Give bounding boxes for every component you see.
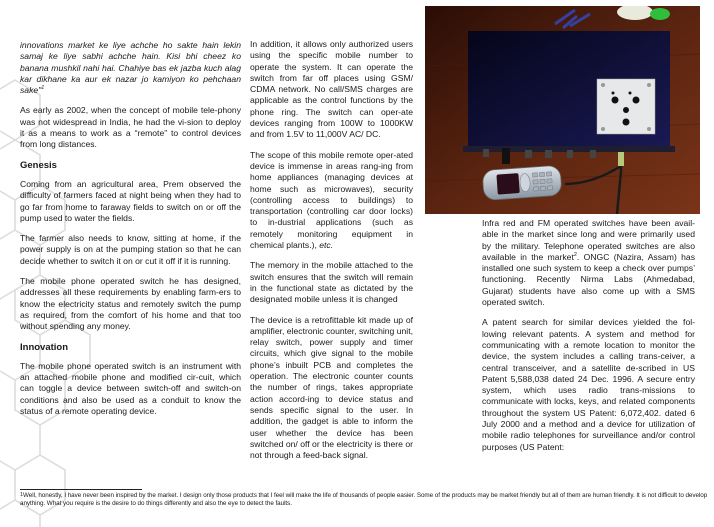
genesis-paragraph-1: Coming from an agricultural area, Prem observed the difficulty of farmers faced at night being when they had to go far from home to faraway fields to switch on or off the pump used to water the fields.	[20, 178, 241, 223]
genesis-paragraph-2: The farmer also needs to know, sitting at home, if the power supply is on at the pumping station so that he can decide whether to switch it on or cut it off if it is running.	[20, 233, 241, 266]
device-photo	[425, 6, 700, 214]
leaf-decoration	[650, 8, 670, 20]
footnote-divider	[20, 489, 142, 490]
footnote-text: Well, honestly, I have never been inspired by the market. I design only those products that I feel will make the life of thousands of people easier. Some of the products may be market friendly but all of them are human friendly. It is not difficult to develop anything. What you require is the desire to do things differently and also the eye to detect the faults.	[20, 492, 708, 507]
patent-search-paragraph: A patent search for similar devices yielded the fol-lowing relevant patents. A system and method for communicating with a remote location to monitor the device, the system includes a calling trans-ceiver, a central transceiver, and a satellite de-scribed in US Patent 5,588,038 dated 24 Dec. 1996. A secure entry system, which uses radio trans-missions to communicate with locks, keys, and related components throughout the system US Patent: 6,072,402. dated 6 July 2000 and a method and a device for utilization of mobile radio telephones for surveillance and/or control purposes (US Patent:	[482, 317, 695, 452]
genesis-paragraph-3: The mobile phone operated switch he has designed, addresses all these requirements by enabling farm-ers to know the electricity status and remotely switch the pump as required, from the comfort of his home and that too without spending any money.	[20, 276, 241, 332]
innovation-paragraph-1: The mobile phone operated switch is an instrument with an attached mobile phone and modified cir-cuit, which can toggle a device between switch-off and switch-on conditions and also be used as a conduit to know the status of a remote operating device.	[20, 360, 241, 417]
device-photo-image	[425, 6, 700, 214]
memory-paragraph: The memory in the mobile attached to the switch ensures that the switch will remain in the functional state as dictated by the designated mobile unless it is changed	[250, 260, 413, 305]
column-3	[482, 218, 695, 462]
scope-paragraph: The scope of this mobile remote oper-ated device is immense in areas rang-ing from home appliances (managing devices at home such as microwaves), security (controlling access to buildings) to transportation (controlling car door locks) to in-dustrial applications (such as remotely monitoring equipment in chemical plants.), etc.	[250, 149, 413, 251]
hindi-quote: innovations market ke liye achche ho sakte hain lekin samaj ke liye sabhi achche hain. Kisi bhi cheez ko banana mushkil nahi hai. Chahiye bas ek jazba kuch alag kar dikhane ka aur ek nazar jo kamiyon ko pehchaan sake"$^1$	[20, 40, 241, 96]
footnote	[20, 492, 710, 508]
footnote-reference[interactable]: 1	[41, 85, 45, 92]
section-heading-genesis: Genesis	[20, 159, 57, 171]
mobile-phone	[482, 165, 562, 200]
intro-paragraph: As early as 2002, when the concept of mobile tele-phony was not widespread in India, he had the vi-sion to deploy it as a means to work as a “remote” to control devices from long distances.	[20, 105, 241, 150]
socket-panel	[597, 79, 655, 134]
existing-switches-paragraph: Infra red and FM operated switches have been avail-able in the market since long and were primarily used by the military. Telephone operated switches are also available in the market$^2$. ONGC (Nazira, Assam) has installed one such system to keep a check over pumps’ functioning. Recently Nirma Labs (Ahmedabad, Gujarat) students have also come up with a SMS operated switch.	[482, 218, 696, 308]
cable-plug	[618, 152, 624, 166]
footnote-reference[interactable]: 2	[573, 251, 577, 258]
column-2	[250, 39, 413, 470]
device-kit-paragraph: The device is a retrofittable kit made up of amplifier, electronic counter, switching unit, relay switch, power supply and timer circuits, which give signal to the mobile phone’s inbuilt PCB and completes the operation. The electronic counter counts the number of rings, takes appropriate action accord-ing to device status and sends specific signal to the user. In addition, the gadget is able to inform the user whether the device has been switched on/ off or the electricity is there or not through a feed-back signal.	[250, 314, 413, 461]
footnote-marker: 1	[20, 492, 24, 498]
hexagon-shape	[0, 230, 15, 305]
section-heading-innovation: Innovation	[20, 341, 69, 353]
column-1	[20, 40, 241, 426]
authorization-paragraph: In addition, it allows only authorized users using the specific mobile number to operate the system. It can operate the switch from far off places using GSM/ CDMA network. No call/SMS charges are applicable as the control functions by the phone ring. The switch can oper-ate devices ranging from 100W to 1000KW and from 1.5V to 11,000V AC/ DC.	[250, 39, 413, 140]
